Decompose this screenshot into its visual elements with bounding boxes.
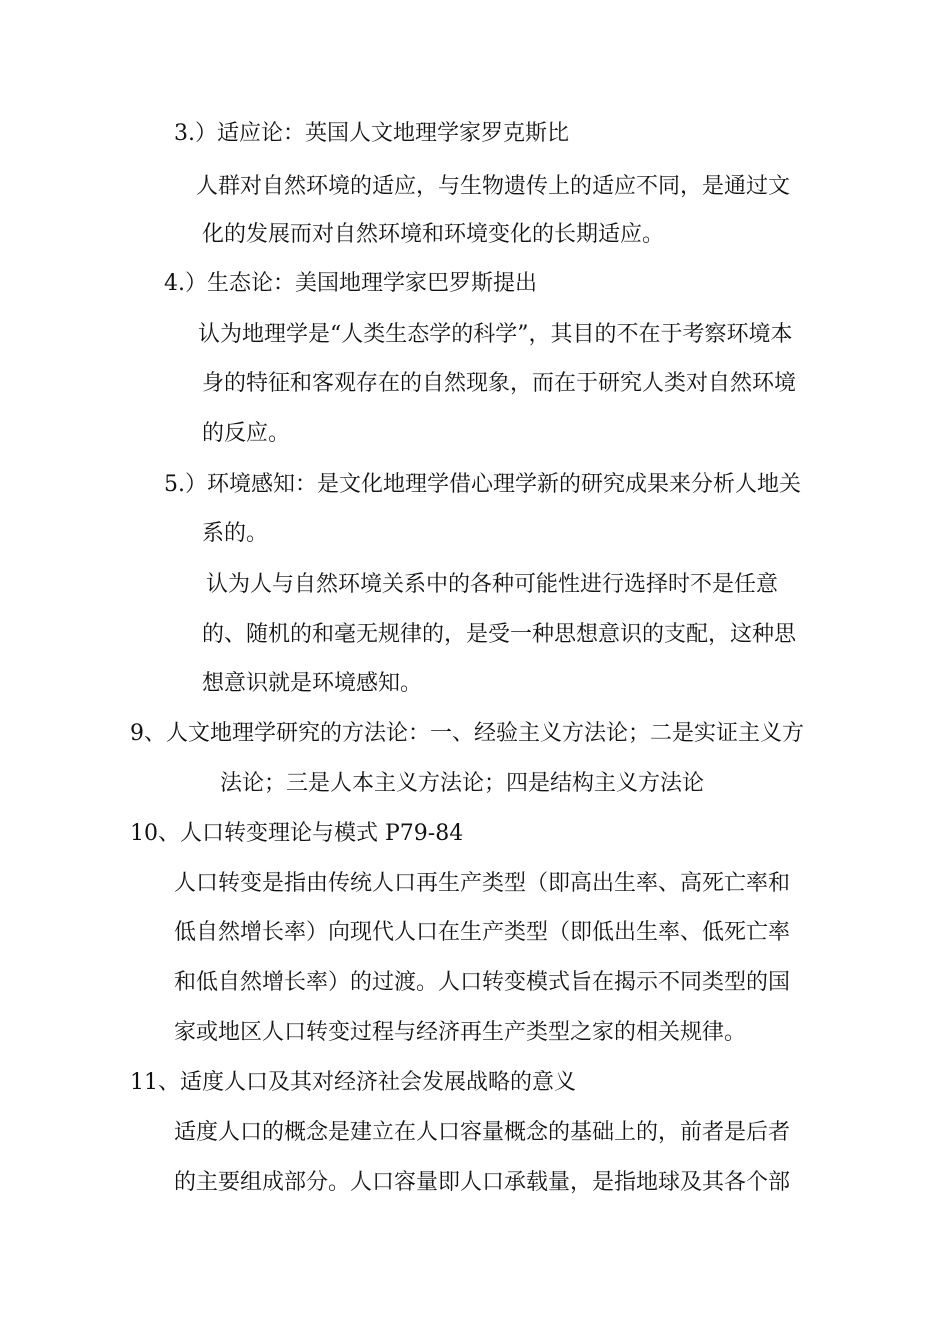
paragraph-line: 人群对自然环境的适应，与生物遗传上的适应不同，是通过文	[196, 174, 791, 199]
heading-item-11-optimal-population: 11、适度人口及其对经济社会发展战略的意义	[130, 1070, 576, 1095]
heading-item-10-population-transition: 10、人口转变理论与模式 P79-84	[130, 821, 464, 846]
paragraph-line: 认为地理学是“人类生态学的科学”，其目的不在于考察环境本	[198, 322, 793, 347]
heading-item-9-methodology: 9、人文地理学研究的方法论：一、经验主义方法论；二是实证主义方	[130, 721, 804, 746]
paragraph-line: 认为人与自然环境关系中的各种可能性进行选择时不是任意	[206, 572, 779, 597]
heading-environmental-perception: 5.）环境感知：是文化地理学借心理学新的研究成果来分析人地关	[164, 472, 801, 497]
paragraph-line: 适度人口的概念是建立在人口容量概念的基础上的，前者是后者	[174, 1120, 791, 1145]
paragraph-line: 法论；三是人本主义方法论；四是结构主义方法论	[220, 771, 705, 796]
paragraph-line: 家或地区人口转变过程与经济再生产类型之家的相关规律。	[174, 1020, 747, 1045]
heading-ecology-theory: 4.）生态论：美国地理学家巴罗斯提出	[164, 271, 537, 296]
paragraph-line: 化的发展而对自然环境和环境变化的长期适应。	[202, 222, 665, 247]
paragraph-line: 低自然增长率）向现代人口在生产类型（即低出生率、低死亡率	[174, 920, 791, 945]
paragraph-line: 想意识就是环境感知。	[202, 671, 423, 696]
paragraph-line: 的主要组成部分。人口容量即人口承载量，是指地球及其各个部	[174, 1170, 791, 1195]
heading-adaptation-theory: 3.）适应论：英国人文地理学家罗克斯比	[174, 121, 569, 146]
paragraph-line: 系的。	[202, 521, 269, 546]
paragraph-line: 人口转变是指由传统人口再生产类型（即高出生率、高死亡率和	[174, 871, 791, 896]
paragraph-line: 和低自然增长率）的过渡。人口转变模式旨在揭示不同类型的国	[174, 970, 791, 995]
paragraph-line: 身的特征和客观存在的自然现象，而在于研究人类对自然环境	[202, 371, 797, 396]
paragraph-line: 的反应。	[202, 421, 291, 446]
paragraph-line: 的、随机的和毫无规律的，是受一种思想意识的支配，这种思	[202, 622, 797, 647]
